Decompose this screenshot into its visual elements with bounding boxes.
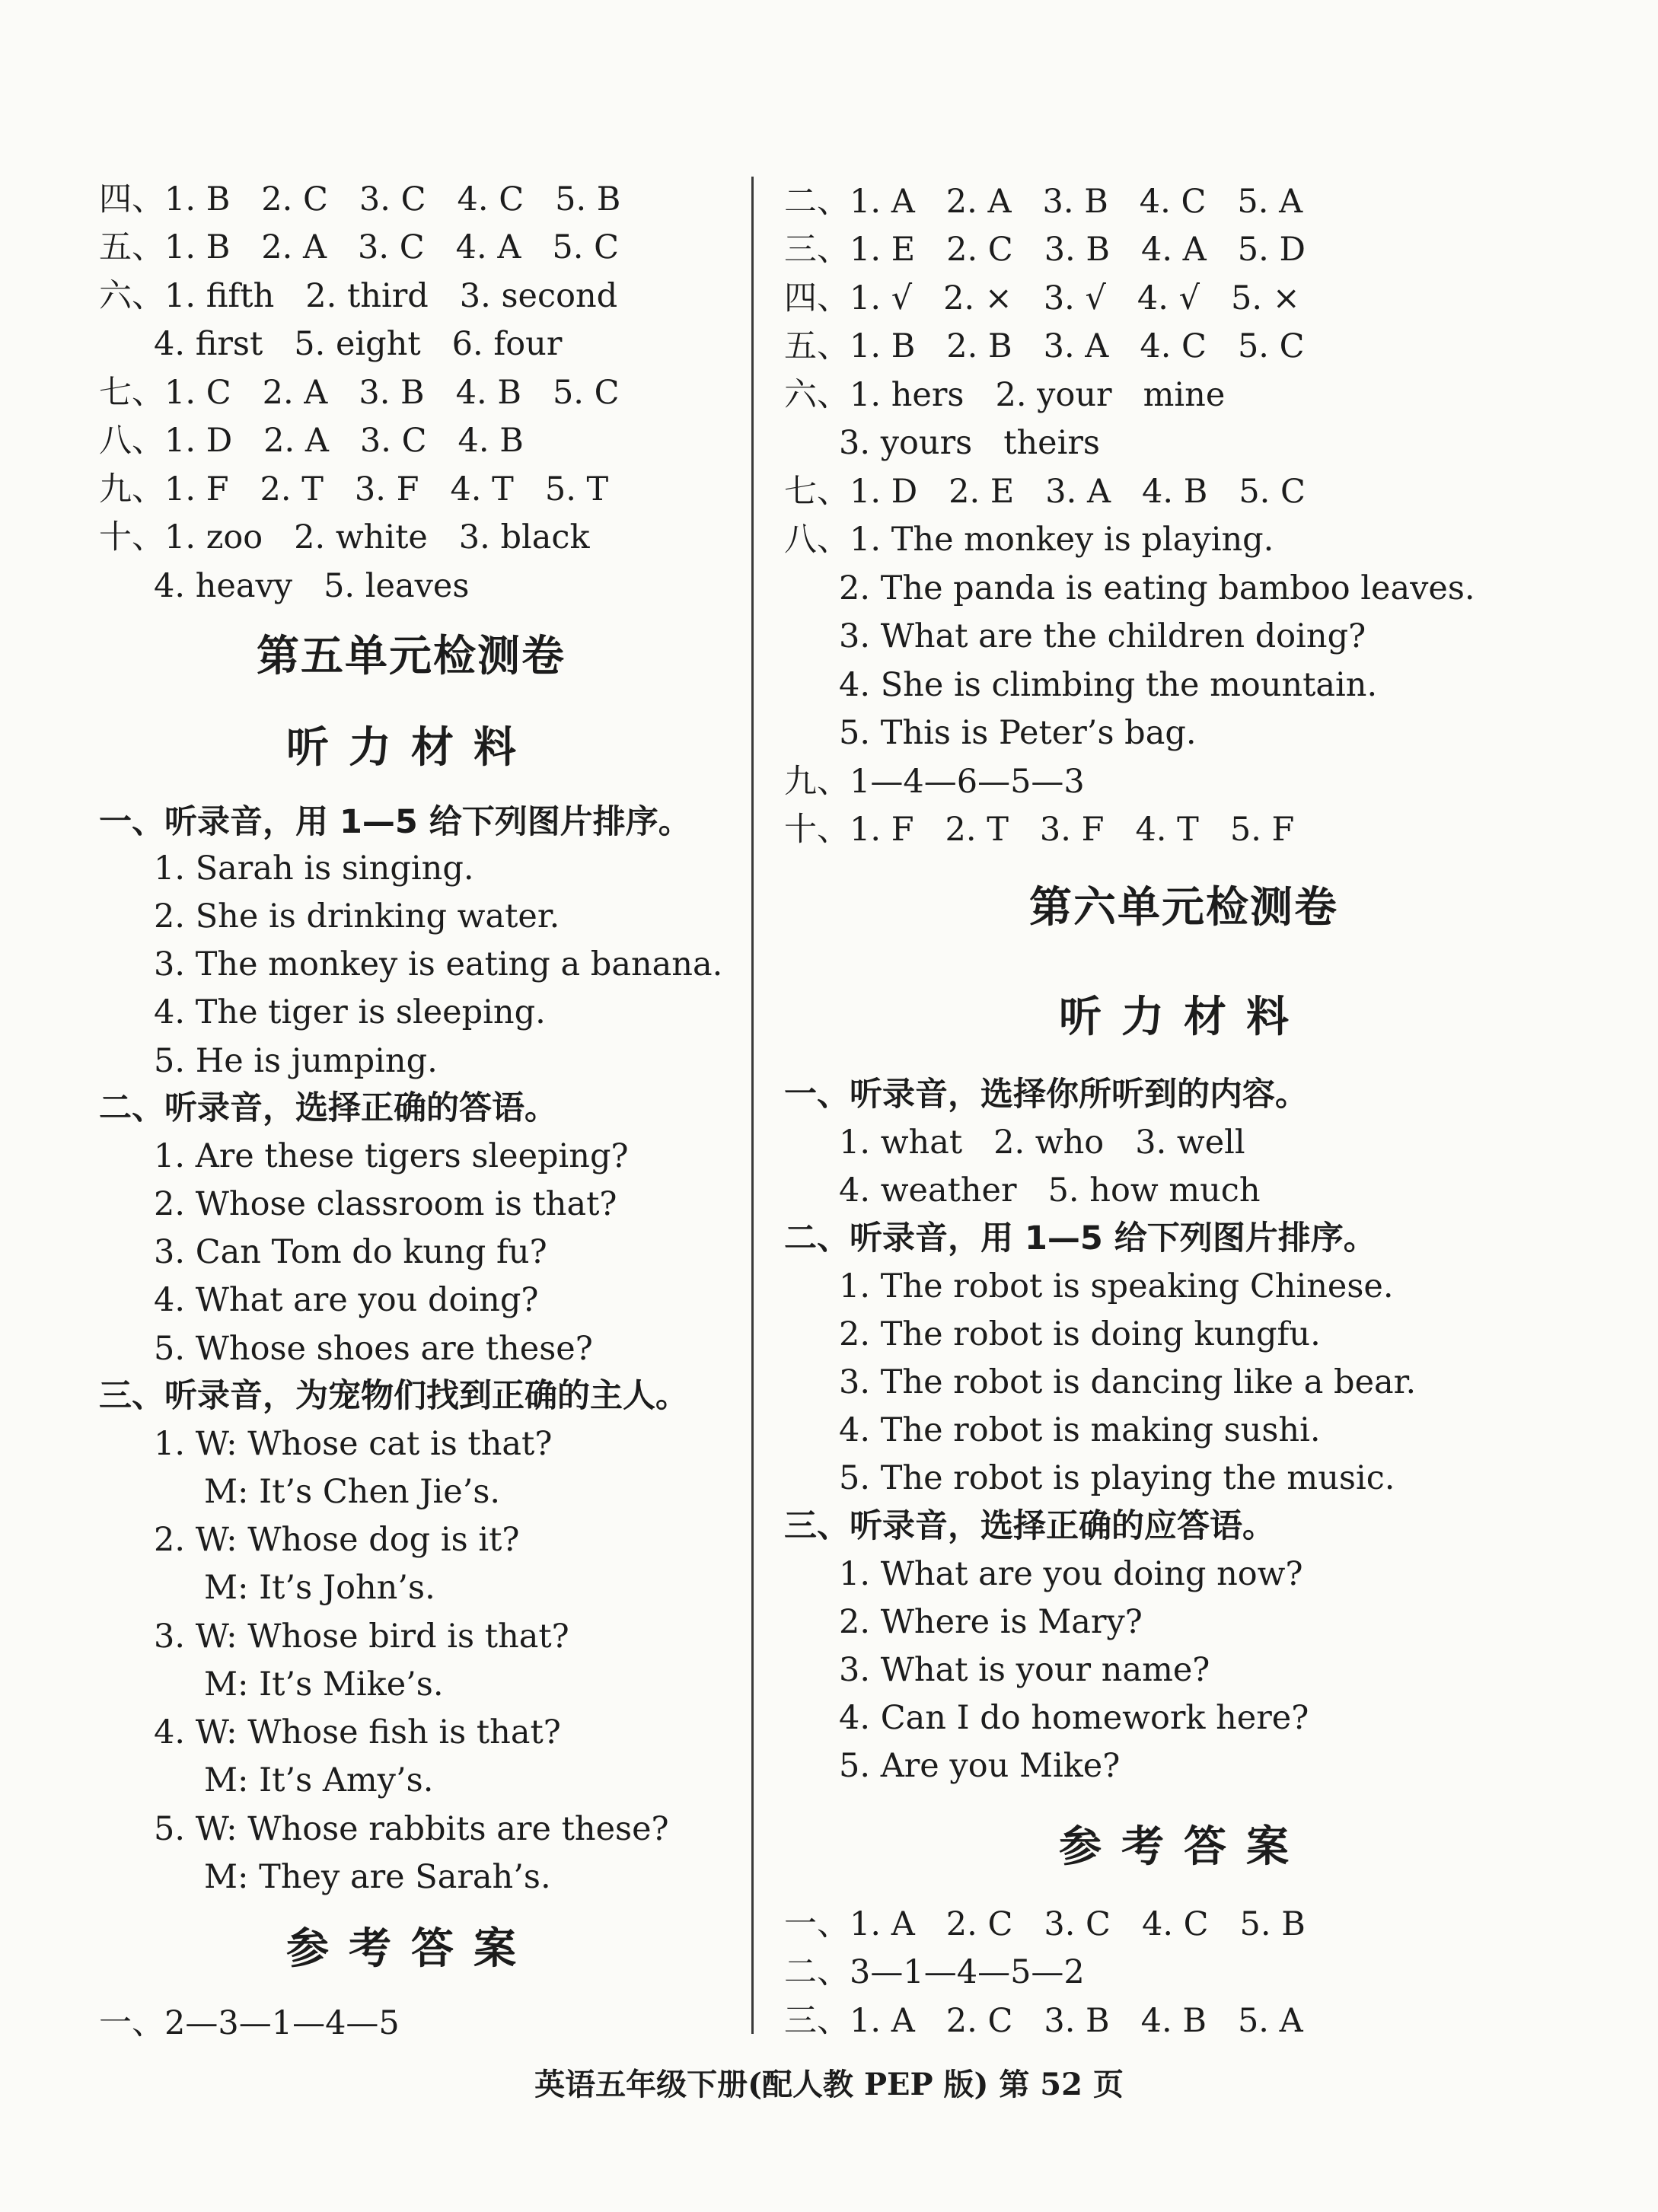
answers-title: 参考答案 (286, 1924, 536, 1974)
dialogue-line: M: It’s Amy’s. (204, 1761, 434, 1799)
listening-item: 4. What are you doing? (154, 1281, 539, 1319)
unit5-title: 第五单元检测卷 (257, 632, 566, 681)
answer-line: 六、1. hers 2. your mine (784, 376, 1226, 414)
listening-item: 2. She is drinking water. (154, 897, 560, 935)
listening-item: 1. what 2. who 3. well (839, 1124, 1245, 1162)
answer-line: 4. heavy 5. leaves (154, 567, 470, 605)
answer-line: 3. What are the children doing? (839, 617, 1366, 655)
listening-title: 听力材料 (1059, 993, 1309, 1042)
listening-item: 3. What is your name? (839, 1651, 1210, 1689)
listening-item: 5. Whose shoes are these? (154, 1330, 593, 1368)
answer-line: 四、1. √ 2. × 3. √ 4. √ 5. × (784, 279, 1300, 317)
dialogue-line: 2. W: Whose dog is it? (154, 1521, 520, 1559)
question-heading: 二、听录音，用 1—5 给下列图片排序。 (784, 1219, 1376, 1257)
answer-line: 九、1. F 2. T 3. F 4. T 5. T (99, 470, 609, 508)
question-heading: 一、听录音，选择你所听到的内容。 (784, 1076, 1308, 1114)
answer-line: 一、2—3—1—4—5 (99, 2004, 400, 2042)
question-heading: 二、听录音，选择正确的答语。 (99, 1089, 557, 1127)
listening-item: 2. The robot is doing kungfu. (839, 1315, 1321, 1353)
listening-item: 1. What are you doing now? (839, 1555, 1303, 1593)
unit6-title: 第六单元检测卷 (1029, 883, 1338, 932)
answer-line: 一、1. A 2. C 3. C 4. C 5. B (784, 1905, 1306, 1943)
listening-item: 5. The robot is playing the music. (839, 1459, 1395, 1497)
answer-line: 八、1. The monkey is playing. (784, 521, 1274, 559)
answer-line: 七、1. C 2. A 3. B 4. B 5. C (99, 374, 620, 412)
answer-line: 七、1. D 2. E 3. A 4. B 5. C (784, 473, 1306, 511)
answer-line: 十、1. zoo 2. white 3. black (99, 518, 590, 556)
answer-line: 九、1—4—6—5—3 (784, 763, 1085, 801)
listening-item: 1. Are these tigers sleeping? (154, 1137, 629, 1175)
listening-item: 3. The robot is dancing like a bear. (839, 1363, 1417, 1401)
answer-line: 二、1. A 2. A 3. B 4. C 5. A (784, 183, 1303, 221)
dialogue-line: 1. W: Whose cat is that? (154, 1425, 553, 1463)
answer-line: 五、1. B 2. B 3. A 4. C 5. C (784, 327, 1305, 365)
answer-line: 二、3—1—4—5—2 (784, 1953, 1085, 1991)
listening-item: 3. Can Tom do kung fu? (154, 1233, 547, 1271)
column-divider (751, 177, 754, 2034)
answer-line: 三、1. A 2. C 3. B 4. B 5. A (784, 2002, 1303, 2040)
listening-item: 2. Whose classroom is that? (154, 1185, 617, 1223)
dialogue-line: M: They are Sarah’s. (204, 1858, 551, 1896)
answer-line: 四、1. B 2. C 3. C 4. C 5. B (99, 180, 621, 218)
listening-item: 4. Can I do homework here? (839, 1699, 1309, 1737)
answer-line: 5. This is Peter’s bag. (839, 714, 1197, 752)
listening-item: 1. Sarah is singing. (154, 849, 474, 888)
question-heading: 三、听录音，选择正确的应答语。 (784, 1507, 1275, 1545)
dialogue-line: 4. W: Whose fish is that? (154, 1713, 561, 1751)
answer-line: 十、1. F 2. T 3. F 4. T 5. F (784, 811, 1295, 849)
answer-line: 五、1. B 2. A 3. C 4. A 5. C (99, 228, 620, 266)
listening-item: 5. Are you Mike? (839, 1747, 1121, 1785)
listening-item: 4. The tiger is sleeping. (154, 993, 546, 1031)
listening-item: 4. weather 5. how much (839, 1171, 1261, 1210)
listening-item: 4. The robot is making sushi. (839, 1411, 1321, 1449)
answers-title: 参考答案 (1059, 1822, 1309, 1872)
listening-item: 3. The monkey is eating a banana. (154, 945, 723, 983)
dialogue-line: M: It’s Chen Jie’s. (204, 1473, 501, 1511)
listening-item: 5. He is jumping. (154, 1042, 438, 1080)
answer-line: 4. She is climbing the mountain. (839, 666, 1378, 704)
answer-line: 3. yours theirs (839, 424, 1100, 462)
listening-item: 2. Where is Mary? (839, 1603, 1143, 1641)
question-heading: 三、听录音，为宠物们找到正确的主人。 (99, 1377, 688, 1415)
page-footer: 英语五年级下册(配人教 PEP 版) 第 52 页 (534, 2067, 1124, 2102)
answer-line: 六、1. fifth 2. third 3. second (99, 277, 618, 315)
answer-line: 八、1. D 2. A 3. C 4. B (99, 422, 524, 460)
listening-item: 1. The robot is speaking Chinese. (839, 1267, 1394, 1305)
listening-title: 听力材料 (286, 723, 536, 773)
question-heading: 一、听录音，用 1—5 给下列图片排序。 (99, 803, 691, 841)
dialogue-line: 3. W: Whose bird is that? (154, 1618, 569, 1656)
answer-line: 三、1. E 2. C 3. B 4. A 5. D (784, 231, 1306, 269)
answer-line: 2. The panda is eating bamboo leaves. (839, 569, 1475, 607)
dialogue-line: M: It’s John’s. (204, 1569, 435, 1607)
answer-line: 4. first 5. eight 6. four (154, 325, 563, 363)
dialogue-line: 5. W: Whose rabbits are these? (154, 1810, 669, 1848)
dialogue-line: M: It’s Mike’s. (204, 1665, 444, 1704)
